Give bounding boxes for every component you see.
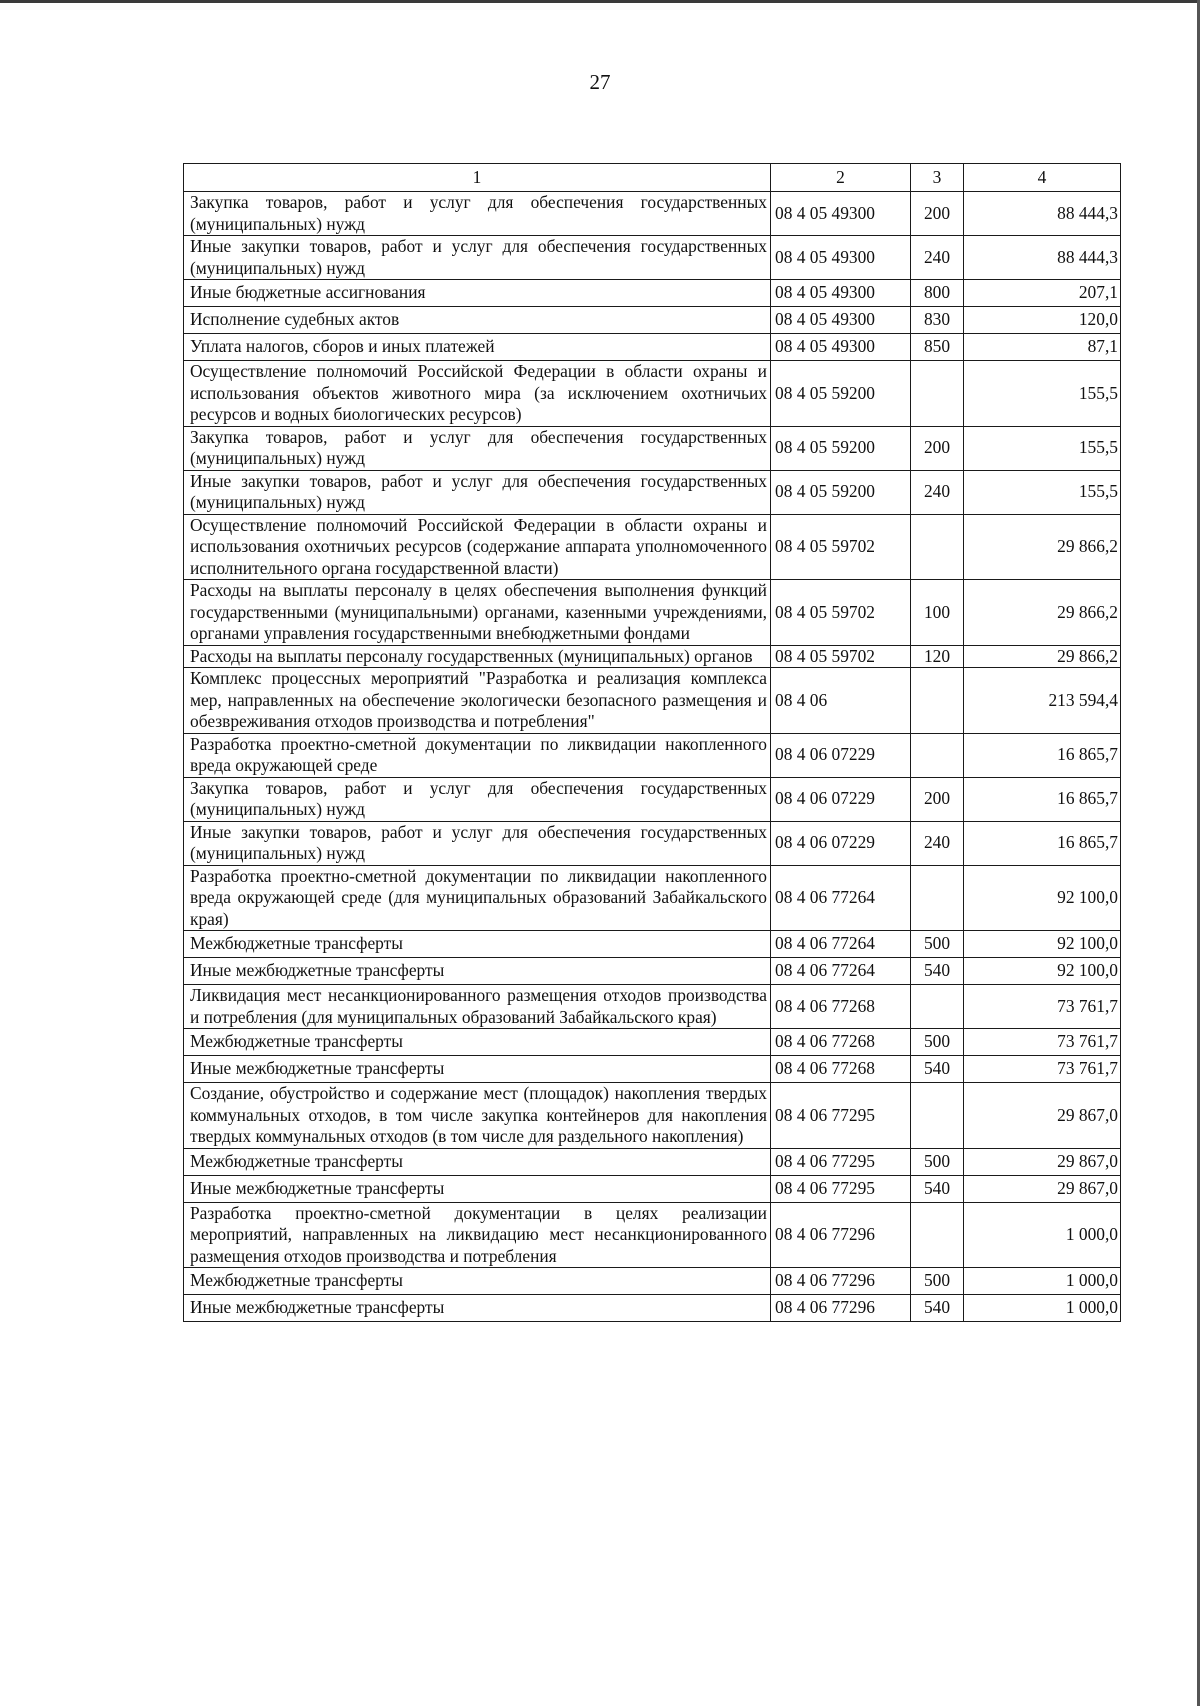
table-row <box>184 733 1121 777</box>
row-code-cell: 08 4 06 07229 <box>771 821 911 865</box>
row-code-cell: 08 4 06 77295 <box>771 1148 911 1175</box>
scan-edge-top <box>0 0 1200 3</box>
row-code-cell: 08 4 05 59200 <box>771 426 911 470</box>
row-code-cell: 08 4 05 49300 <box>771 334 911 361</box>
row-type-cell: 540 <box>911 958 964 985</box>
row-type-cell: 500 <box>911 931 964 958</box>
row-code-cell: 08 4 06 77295 <box>771 1083 911 1149</box>
table-row <box>184 470 1121 514</box>
row-amount-cell: 87,1 <box>964 334 1121 361</box>
budget-table <box>183 163 1121 1322</box>
row-type-cell: 500 <box>911 1148 964 1175</box>
table-row <box>184 1056 1121 1083</box>
row-amount-cell: 207,1 <box>964 280 1121 307</box>
row-code-cell: 08 4 05 59702 <box>771 580 911 646</box>
row-name-cell: Межбюджетные трансферты <box>184 1148 771 1175</box>
row-type-cell <box>911 514 964 580</box>
row-amount-cell: 29 867,0 <box>964 1083 1121 1149</box>
table-row <box>184 931 1121 958</box>
row-name-cell: Межбюджетные трансферты <box>184 1029 771 1056</box>
table-header <box>184 164 1121 192</box>
table-row <box>184 236 1121 280</box>
row-name-cell: Закупка товаров, работ и услуг для обеспечения государственных (муниципальных) нужд <box>184 192 771 236</box>
row-code-cell: 08 4 06 77296 <box>771 1295 911 1322</box>
table-row <box>184 985 1121 1029</box>
row-code-cell: 08 4 06 <box>771 668 911 734</box>
table-row <box>184 514 1121 580</box>
row-amount-cell: 92 100,0 <box>964 931 1121 958</box>
row-amount-cell: 29 866,2 <box>964 645 1121 668</box>
row-type-cell: 100 <box>911 580 964 646</box>
row-amount-cell: 73 761,7 <box>964 1056 1121 1083</box>
row-type-cell: 830 <box>911 307 964 334</box>
row-amount-cell: 16 865,7 <box>964 777 1121 821</box>
table-row <box>184 1175 1121 1202</box>
table-row <box>184 361 1121 427</box>
row-amount-cell: 73 761,7 <box>964 1029 1121 1056</box>
table-row <box>184 645 1121 668</box>
row-name-cell: Иные бюджетные ассигнования <box>184 280 771 307</box>
row-name-cell: Разработка проектно-сметной документации в целях реализации мероприятий, направленных на ликвидацию мест несанкционированного размещения отходов производства и потребления <box>184 1202 771 1268</box>
row-name-cell: Иные межбюджетные трансферты <box>184 1175 771 1202</box>
table-row <box>184 334 1121 361</box>
table-row <box>184 821 1121 865</box>
header-col-1: 1 <box>184 164 771 192</box>
row-amount-cell: 120,0 <box>964 307 1121 334</box>
row-type-cell <box>911 865 964 931</box>
table-row <box>184 192 1121 236</box>
row-name-cell: Иные закупки товаров, работ и услуг для обеспечения государственных (муниципальных) нужд <box>184 236 771 280</box>
row-code-cell: 08 4 06 77264 <box>771 958 911 985</box>
header-col-3: 3 <box>911 164 964 192</box>
table-row <box>184 865 1121 931</box>
row-type-cell <box>911 1202 964 1268</box>
table-row <box>184 958 1121 985</box>
row-amount-cell: 16 865,7 <box>964 733 1121 777</box>
row-amount-cell: 1 000,0 <box>964 1202 1121 1268</box>
row-code-cell: 08 4 06 77296 <box>771 1202 911 1268</box>
row-name-cell: Комплекс процессных мероприятий "Разработка и реализация комплекса мер, направленных на обеспечение экологически безопасного размещения и обезвреживания отходов производства и потребления" <box>184 668 771 734</box>
table-row <box>184 668 1121 734</box>
row-type-cell <box>911 985 964 1029</box>
row-type-cell: 800 <box>911 280 964 307</box>
table-row <box>184 777 1121 821</box>
row-type-cell: 200 <box>911 777 964 821</box>
row-code-cell: 08 4 06 77268 <box>771 985 911 1029</box>
row-name-cell: Иные закупки товаров, работ и услуг для обеспечения государственных (муниципальных) нужд <box>184 821 771 865</box>
row-code-cell: 08 4 06 77296 <box>771 1268 911 1295</box>
table-row <box>184 1295 1121 1322</box>
row-type-cell <box>911 668 964 734</box>
row-name-cell: Разработка проектно-сметной документации по ликвидации накопленного вреда окружающей среде <box>184 733 771 777</box>
row-code-cell: 08 4 06 77268 <box>771 1056 911 1083</box>
row-amount-cell: 73 761,7 <box>964 985 1121 1029</box>
row-type-cell: 500 <box>911 1268 964 1295</box>
row-amount-cell: 1 000,0 <box>964 1268 1121 1295</box>
row-code-cell: 08 4 05 49300 <box>771 192 911 236</box>
row-type-cell <box>911 1083 964 1149</box>
row-name-cell: Уплата налогов, сборов и иных платежей <box>184 334 771 361</box>
row-amount-cell: 29 866,2 <box>964 514 1121 580</box>
row-name-cell: Закупка товаров, работ и услуг для обеспечения государственных (муниципальных) нужд <box>184 777 771 821</box>
row-code-cell: 08 4 06 07229 <box>771 733 911 777</box>
table-body <box>184 192 1121 1322</box>
row-name-cell: Ликвидация мест несанкционированного размещения отходов производства и потребления (для муниципальных образований Забайкальского края) <box>184 985 771 1029</box>
row-code-cell: 08 4 05 59702 <box>771 645 911 668</box>
row-type-cell: 120 <box>911 645 964 668</box>
row-amount-cell: 1 000,0 <box>964 1295 1121 1322</box>
row-type-cell: 500 <box>911 1029 964 1056</box>
table-row <box>184 307 1121 334</box>
row-type-cell: 240 <box>911 821 964 865</box>
row-code-cell: 08 4 06 07229 <box>771 777 911 821</box>
row-amount-cell: 155,5 <box>964 361 1121 427</box>
row-name-cell: Расходы на выплаты персоналу государственных (муниципальных) органов <box>184 645 771 668</box>
row-type-cell: 850 <box>911 334 964 361</box>
table-row <box>184 1202 1121 1268</box>
row-name-cell: Создание, обустройство и содержание мест (площадок) накопления твердых коммунальных отходов, в том числе закупка контейнеров для накопления твердых коммунальных отходов (в том числе для раздельного накопления) <box>184 1083 771 1149</box>
row-type-cell: 200 <box>911 426 964 470</box>
header-row <box>184 164 1121 192</box>
row-code-cell: 08 4 05 59200 <box>771 361 911 427</box>
row-name-cell: Межбюджетные трансферты <box>184 931 771 958</box>
row-name-cell: Закупка товаров, работ и услуг для обеспечения государственных (муниципальных) нужд <box>184 426 771 470</box>
row-name-cell: Иные межбюджетные трансферты <box>184 1056 771 1083</box>
row-amount-cell: 213 594,4 <box>964 668 1121 734</box>
row-amount-cell: 16 865,7 <box>964 821 1121 865</box>
table-row <box>184 1029 1121 1056</box>
table-row <box>184 1268 1121 1295</box>
row-code-cell: 08 4 06 77264 <box>771 865 911 931</box>
row-type-cell: 240 <box>911 470 964 514</box>
row-name-cell: Осуществление полномочий Российской Федерации в области охраны и использования охотничьих ресурсов (содержание аппарата уполномоченного исполнительного органа государственной власти) <box>184 514 771 580</box>
row-name-cell: Разработка проектно-сметной документации по ликвидации накопленного вреда окружающей среде (для муниципальных образований Забайкальского края) <box>184 865 771 931</box>
table-row <box>184 1083 1121 1149</box>
row-code-cell: 08 4 05 49300 <box>771 307 911 334</box>
row-type-cell: 540 <box>911 1295 964 1322</box>
row-name-cell: Расходы на выплаты персоналу в целях обеспечения выполнения функций государственными (муниципальными) органами, казенными учреждениями, органами управления государственными внебюджетными фондами <box>184 580 771 646</box>
row-amount-cell: 92 100,0 <box>964 865 1121 931</box>
row-code-cell: 08 4 05 59702 <box>771 514 911 580</box>
row-name-cell: Иные межбюджетные трансферты <box>184 958 771 985</box>
row-type-cell: 200 <box>911 192 964 236</box>
row-name-cell: Иные межбюджетные трансферты <box>184 1295 771 1322</box>
row-type-cell: 540 <box>911 1175 964 1202</box>
row-name-cell: Межбюджетные трансферты <box>184 1268 771 1295</box>
row-name-cell: Осуществление полномочий Российской Федерации в области охраны и использования объектов животного мира (за исключением охотничьих ресурсов и водных биологических ресурсов) <box>184 361 771 427</box>
row-type-cell: 540 <box>911 1056 964 1083</box>
table-row <box>184 1148 1121 1175</box>
row-amount-cell: 88 444,3 <box>964 192 1121 236</box>
header-col-2: 2 <box>771 164 911 192</box>
row-type-cell <box>911 733 964 777</box>
row-amount-cell: 29 867,0 <box>964 1148 1121 1175</box>
row-amount-cell: 29 867,0 <box>964 1175 1121 1202</box>
row-type-cell: 240 <box>911 236 964 280</box>
row-amount-cell: 155,5 <box>964 426 1121 470</box>
row-name-cell: Иные закупки товаров, работ и услуг для обеспечения государственных (муниципальных) нужд <box>184 470 771 514</box>
table-row <box>184 426 1121 470</box>
row-code-cell: 08 4 06 77264 <box>771 931 911 958</box>
row-code-cell: 08 4 06 77295 <box>771 1175 911 1202</box>
table-row <box>184 580 1121 646</box>
row-code-cell: 08 4 05 49300 <box>771 280 911 307</box>
table-row <box>184 280 1121 307</box>
row-amount-cell: 155,5 <box>964 470 1121 514</box>
row-amount-cell: 92 100,0 <box>964 958 1121 985</box>
row-amount-cell: 88 444,3 <box>964 236 1121 280</box>
row-code-cell: 08 4 06 77268 <box>771 1029 911 1056</box>
page-number: 27 <box>589 70 611 94</box>
row-code-cell: 08 4 05 59200 <box>771 470 911 514</box>
row-amount-cell: 29 866,2 <box>964 580 1121 646</box>
header-col-4: 4 <box>964 164 1121 192</box>
row-code-cell: 08 4 05 49300 <box>771 236 911 280</box>
row-name-cell: Исполнение судебных актов <box>184 307 771 334</box>
row-type-cell <box>911 361 964 427</box>
